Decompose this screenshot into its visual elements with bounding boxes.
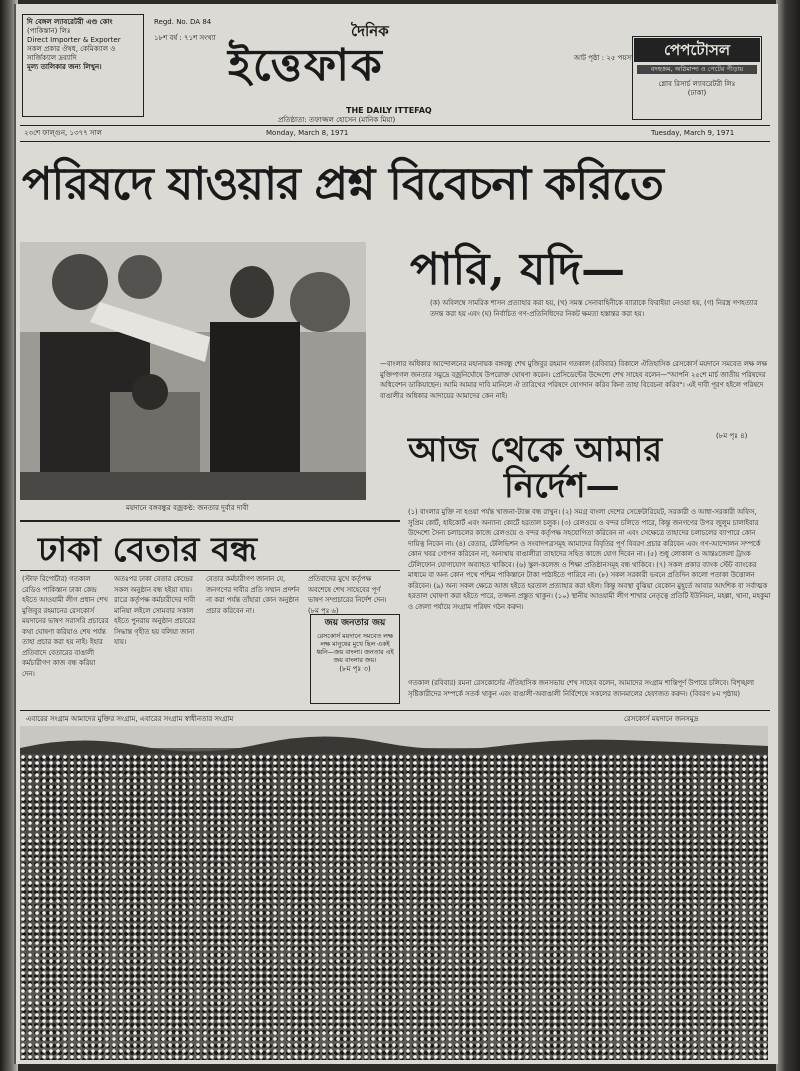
left-ad-line: Direct Importer & Exporter: [27, 36, 121, 45]
side-story-rule-bottom: [20, 570, 400, 571]
dateline-rule-bottom: [20, 141, 770, 142]
lead-continued-ref: (৮ম পৃঃ ৪): [716, 432, 748, 440]
instructions-text: (১) বাংলার মুক্তি না হওয়া পর্যন্ত খাজনা-ট্যাক্স বন্ধ রাখুন। (২) সমগ্র বাংলা দেশের সেক্রেটারিয়েট, সরকারী ও আধা-সরকারী অফিস, সুপ্রিম কোর্ট, হাইকোর্ট এবং অন্যান্য কোর্টে হরতাল চলুক। (৩) রেলওয়ে ও বন্দর চলিতে পারে, কিন্তু জনগণের উপর জুলুম চালাইবার উদ্দেশ্যে সৈন্য চলাচলের কাজে রেলওয়ে ও বন্দর কর্তৃপক্ষ সহযোগিতা করিবেন না এবং সেক্ষেত্রে তাহাদের চলাচলের ব্যাপারে কোন দায়িত্ব নিবেন না। (৪) বেতার, টেলিভিশন ও সংবাদপত্রসমূহ আমাদের বিবৃতির পূর্ণ বিবরণ প্রচার করিবেন এবং গণ-আন্দোলন সম্পর্কে কোন খবর গোপন করিবেন না, অন্যথায় বাঙালীরা তাহাদের সহিত কাজে যোগ দিবেন না। (৫) শুধু লোকাল ও আন্তঃজেলা ট্রাংক টেলিফোন যোগাযোগ অব্যাহত থাকিবে। (৬) স্কুল-কলেজ ও শিক্ষা প্রতিষ্ঠানসমূহ বন্ধ থাকিবে। (৭) সকল প্রকার ব্যাংক স্টেট ব্যাংকের মাধ্যমে বা অন্য কোন পথে পশ্চিম পাকিস্তানে টাকা পাঠাইতে পারিবে না। (৮) সকল সরকারী ভবনে প্রতিদিন কালো পতাকা উত্তোলন করিবেন। (৯) অন্য সকল ক্ষেত্রে আজ হইতে হরতাল প্রত্যাহার করা হইল। কিন্তু অবস্থা বুঝিয়া যেকোন মুহূর্তে আবার আংশিক বা সর্বাত্মক হরতাল ঘোষণা করা হইতে পারে, তজ্জন্য প্রস্তুত থাকুন। (১০) স্থানীয় আওয়ামী লীগ শাখার নেতৃত্বে প্রতিটি ইউনিয়ন, মহল্লা, থানা, মহকুমা ও জেলা পর্যায়ে সংগ্রাম পরিষদ গঠন করুন।: [408, 508, 771, 611]
instructions-tail-text: গতকাল (রবিবার) রমনা রেসকোর্সের ঐতিহাসিক জনসভায় শেখ সাহেব বলেন, আমাদের সংগ্রাম শান্তিপূর্ণ উপায়ে চলিবে। বিশৃঙ্খলা সৃষ্টিকারীদের সম্পর্কে সতর্ক থাকুন এবং বাঙালী-অবাঙালী নির্বিশেষে সকলের জানমালের হেফাজত করুন। (বিবরণ ৮ম পৃষ্ঠায়): [408, 679, 755, 698]
left-ad-line: দি বেঙ্গল ল্যাবরেটরী এণ্ড কোং: [27, 18, 113, 26]
right-ad-line: (ঢাকা): [687, 89, 707, 98]
side-story-rule: [20, 520, 400, 522]
newspaper-page: [14, 4, 778, 1064]
main-headline-continuation: পারি, যদি—: [410, 244, 626, 295]
leader-photo-illustration: [20, 242, 366, 500]
right-advertisement: [632, 36, 762, 120]
crowd-texture: [20, 754, 768, 1060]
photo-caption: ময়দানে বঙ্গবন্ধুর বজ্রকণ্ঠ: জনতার দুর্বার দাবী: [126, 504, 249, 512]
side-column-4: প্রতিবাদের মুখে কর্তৃপক্ষ অবশেষে শেখ সাহেবের পূর্ণ ভাষণ সম্প্রচারের নির্দেশ দেন। (৮ম পৃঃ ৬): [308, 575, 387, 614]
binding-right: [776, 0, 800, 1071]
pages-note: আট পৃষ্ঠা : ২৫ পয়সা: [574, 54, 634, 62]
side-column-2: অতঃপর ঢাকা বেতার কেন্দ্রের সকল অনুষ্ঠান বন্ধ হইয়া যায়। রাত্রে কর্তৃপক্ষ কর্মচারীদের দাবী মানিয়া লইলে সোমবার সকাল হইতে পুনরায় অনুষ্ঠান প্রচারের সিদ্ধান্ত গৃহীত হয় বলিয়া জানা যায়।: [114, 575, 196, 647]
dateline-rule-top: [20, 125, 770, 126]
right-ad-line: বদহজম, অগ্নিমান্দ্য ও পেটের পীড়ায়: [637, 65, 757, 74]
bottom-caption-left: এবারের সংগ্রাম আমাদের মুক্তির সংগ্রাম, এবারের সংগ্রাম স্বাধীনতার সংগ্রাম: [26, 715, 234, 723]
bottom-caption-right: রেসকোর্স ময়দানে জনসমুদ্র: [624, 715, 699, 723]
joy-box-ref: (৮ম পৃঃ ৩): [339, 665, 371, 674]
lead-article-text: —বাংলার অধিকার আন্দোলনের মহানায়ক বঙ্গবন্ধু শেখ মুজিবুর রহমান গতকাল (রবিবার) বিকালে ঐতিহাসিক রেসকোর্স ময়দানে সমবেত লক্ষ লক্ষ মুক্তিপাগল জনতার সমুদ্রে বজ্রনির্ঘোষে উপরোক্ত ঘোষণা করেন। প্রেসিডেন্টের উদ্দেশ্যে শেখ সাহেব বলেন—"আপনি ২৫শে মার্চ জাতীয় পরিষদের অধিবেশন ডাকিয়াছেন। আমি আমার দাবি মানিলে ঐ তারিখের পরিষদে যোগদান করিব কিনা তাহা বিবেচনা করিব"। এই দাবী পূরণ হইলে পরিষদে বাঙালীর অধিকার আদায়ের আমাদের কেন নাই।: [380, 360, 767, 400]
dateline-bengali: ২৩শে ফাল্গুন, ১৩৭৭ সাল: [24, 129, 102, 137]
conditions-text: (ক) অবিলম্বে সামরিক শাসন প্রত্যাহার করা হয়, (খ) সমস্ত সেনাবাহিনীকে ব্যারাকে ফিরাইয়া নেওয়া হয়, (গ) নিরস্ত্র গণহত্যার তদন্ত করা হয় এবং (ঘ) নির্বাচিত গণ-প্রতিনিধিদের নিকট ক্ষমতা হস্তান্তর করা হয়।: [430, 299, 758, 318]
masthead-title: ইত্তেফাক: [228, 40, 384, 91]
subheadline-line1: আজ থেকে আমার: [408, 430, 663, 470]
masthead-english-title: THE DAILY ITTEFAQ: [346, 106, 432, 115]
dateline-right: Tuesday, March 9, 1971: [651, 129, 735, 137]
left-ad-line: (পাকিস্তান) লিঃ: [27, 27, 71, 36]
joy-box-text: রেসকোর্স ময়দানে সমবেত লক্ষ লক্ষ মানুষের মুখে ছিল একই ধ্বনি—জয় বাংলা। জনতার এই জয় বাংলার জয়।: [316, 632, 394, 665]
subheadline-line2: নির্দেশ—: [504, 466, 620, 506]
joy-box: [310, 614, 400, 704]
left-ad-line: মূল্য তালিকার জন্য লিখুন।: [27, 63, 102, 72]
side-column-1: (স্টাফ রিপোর্টার) গতকাল রেডিও পাকিস্তান ঢাকা কেন্দ্র হইতে আওয়ামী লীগ প্রধান শেখ মুজিবুর রহমানের রেসকোর্স ময়দানের ভাষণ সরাসরি প্রচারের কথা ঘোষণা করিয়াও শেষ পর্যন্ত তাহা প্রচার করা হয় নাই। ইহার প্রতিবাদে বেতারের বাঙালী কর্মচারীগণ কাজ বন্ধ করিয়া দেন।: [22, 575, 109, 678]
main-headline: পরিষদে যাওয়ার প্রশ্ন বিবেচনা করিতে: [22, 157, 663, 210]
issue-number: ১৮শ বর্ষ : ৭১শ সংখ্যা: [154, 34, 216, 42]
left-advertisement: [22, 14, 144, 117]
crowd-photo: [20, 726, 768, 1060]
regd-number: Regd. No. DA 84: [154, 18, 212, 26]
founder-line: প্রতিষ্ঠাতা: তফাজ্জল হোসেন (মানিক মিয়া): [278, 116, 396, 124]
left-ad-line: সকল প্রকার ঔষধ, কেমিক্যাল ও সার্জিক্যাল দ্রব্যাদি: [27, 45, 116, 63]
right-ad-title: পেপটোসল: [634, 38, 760, 62]
leader-photo: [20, 242, 366, 500]
right-ad-line: গ্লোব রিসার্চ ল্যাবরেটরী লিঃ: [658, 80, 736, 89]
bottom-rule: [20, 710, 770, 711]
dateline-english: Monday, March 8, 1971: [266, 129, 349, 137]
joy-box-title: জয় জনতার জয়: [324, 618, 386, 628]
side-headline: ঢাকা বেতার বন্ধ: [38, 530, 258, 570]
side-column-3: বেতার কর্মচারীগণ জানান যে, জনগণের দাবীর প্রতি সম্মান প্রদর্শন না করা পর্যন্ত তাঁহারা কোন অনুষ্ঠান প্রচার করিবেন না।: [206, 575, 300, 615]
masthead-small-word: দৈনিক: [351, 22, 389, 40]
